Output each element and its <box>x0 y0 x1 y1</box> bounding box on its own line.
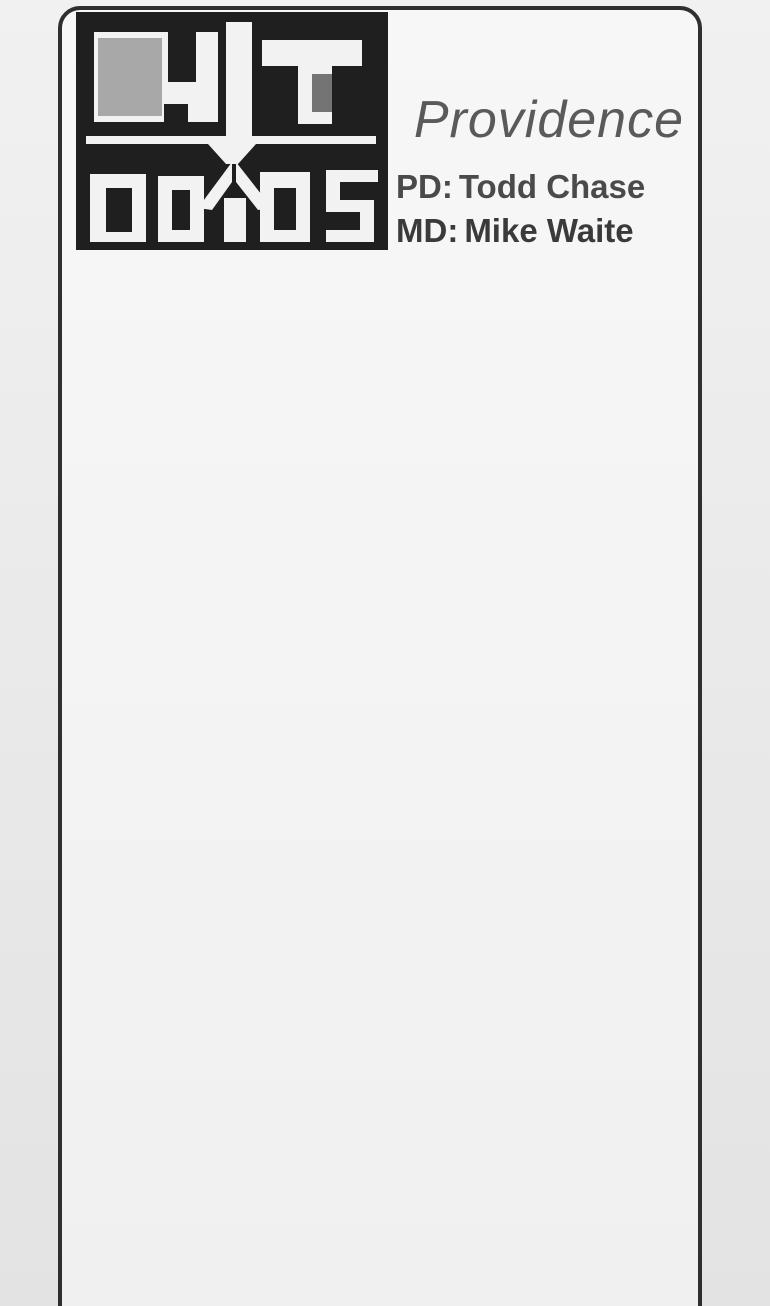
playlist-row <box>88 290 678 314</box>
playlist-row <box>88 528 678 552</box>
playlist-row <box>88 1004 678 1028</box>
playlist-row <box>88 456 678 480</box>
playlist-row <box>88 909 678 933</box>
playlist-row <box>88 885 678 909</box>
playlist-row <box>88 790 678 814</box>
playlist-row <box>88 813 678 837</box>
station-city: Providence <box>413 91 684 149</box>
add-key <box>104 1145 192 1208</box>
playlist-row <box>88 766 678 790</box>
program-director <box>396 170 645 203</box>
playlist-row <box>88 837 678 861</box>
playlist-row <box>88 433 678 457</box>
pd-name: Todd Chase <box>458 168 646 205</box>
playlist-row <box>88 480 678 504</box>
playlist-row <box>88 266 678 290</box>
playlist-row <box>88 694 678 718</box>
add-block <box>104 1060 684 1123</box>
playlist-row <box>88 742 678 766</box>
playlist-row <box>88 361 678 385</box>
playlist-row <box>88 647 678 671</box>
md-name: Mike Waite <box>464 212 634 249</box>
playlist-row <box>88 385 678 409</box>
add-key <box>104 1060 192 1123</box>
playlist-row <box>88 932 678 956</box>
music-director <box>396 214 634 247</box>
md-label: MD: <box>396 212 459 249</box>
logo-graphic <box>76 12 388 250</box>
playlist-row <box>88 718 678 742</box>
playlist-row <box>88 861 678 885</box>
wbru-logo-icon <box>76 12 388 250</box>
playlist-row <box>88 552 678 576</box>
playlist-row <box>88 671 678 695</box>
playlist-row <box>88 623 678 647</box>
playlist <box>88 266 678 1099</box>
add-block <box>104 1145 684 1208</box>
playlist-row <box>88 599 678 623</box>
playlist-row <box>88 575 678 599</box>
playlist-row <box>88 314 678 338</box>
playlist-row <box>88 1028 678 1052</box>
playlist-row <box>88 337 678 361</box>
playlist-row <box>88 980 678 1004</box>
playlist-row <box>88 956 678 980</box>
pd-label: PD: <box>396 168 453 205</box>
playlist-row <box>88 504 678 528</box>
playlist-row <box>88 409 678 433</box>
adds-section <box>104 1060 684 1230</box>
